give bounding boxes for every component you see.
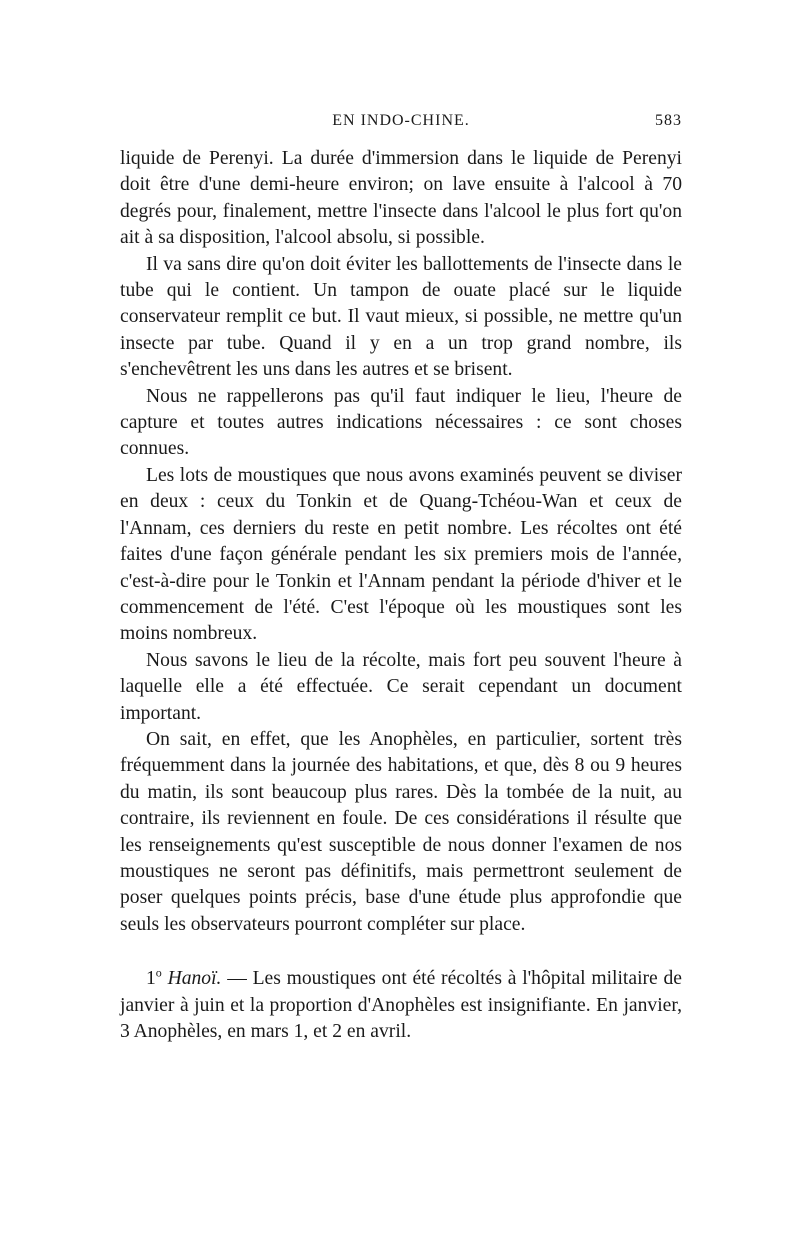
paragraph: Nous ne rappellerons pas qu'il faut indiquer le lieu, l'heure de capture et toutes autres indications nécessaires : ce sont choses connues.: [120, 385, 682, 460]
running-title: EN INDO-CHINE.: [332, 112, 470, 129]
section-hanoi: [120, 966, 682, 1045]
paragraph: Nous savons le lieu de la récolte, mais fort peu souvent l'heure à laquelle elle a été effectuée. Ce serait cependant un document important.: [120, 649, 682, 724]
running-head: [120, 112, 682, 136]
page-number: 583: [655, 112, 682, 129]
paragraph: Les lots de moustiques que nous avons examinés peuvent se diviser en deux : ceux du Tonkin et de Quang-Tchéou-Wan et ceux de l'Annam, ces derniers du reste en petit nombre. Les récoltes ont été faites d'une façon générale pendant les six premiers mois de l'année, c'est-à-dire pour le Tonkin et l'Annam pendant la période d'hiver et le commencement de l'été. C'est l'époque où les moustiques sont les moins nombreux.: [120, 464, 682, 645]
book-page: [120, 112, 682, 1045]
body-text: [120, 146, 682, 1045]
paragraph: On sait, en effet, que les Anophèles, en particulier, sortent très fréquemment dans la journée des habitations, et que, dès 8 ou 9 heures du matin, ils sont beaucoup plus rares. Dès la tombée de la nuit, au contraire, ils reviennent en foule. De ces considérations il résulte que les renseignements qu'est susceptible de nous donner l'examen de nos moustiques ne seront pas définitifs, mais permettront seulement de poser quelques points précis, base d'une étude plus approfondie que seuls les observateurs pourront compléter sur place.: [120, 728, 682, 935]
section-number: 1: [146, 968, 156, 990]
paragraph: Il va sans dire qu'on doit éviter les ballottements de l'insecte dans le tube qui le contient. Un tampon de ouate placé sur le liquide conservateur remplit ce but. Il vaut mieux, si possible, ne mettre qu'un insecte par tube. Quand il y en a un trop grand nombre, ils s'enchevêtrent les uns dans les autres et se brisent.: [120, 253, 682, 381]
section-number-suffix: o: [155, 965, 162, 980]
section-place: Hanoï.: [167, 968, 222, 990]
section-text: — Les moustiques ont été récoltés à l'hôpital militaire de janvier à juin et la proportion d'Anophèles est insignifiante. En janvier, 3 Anophèles, en mars 1, et 2 en avril.: [120, 968, 682, 1042]
paragraph-continued: liquide de Perenyi. La durée d'immersion dans le liquide de Perenyi doit être d'une demi-heure environ; on lave ensuite à l'alcool à 70 degrés pour, finalement, mettre l'insecte dans l'alcool le plus fort qu'on ait à sa disposition, l'alcool absolu, si possible.: [120, 148, 682, 249]
